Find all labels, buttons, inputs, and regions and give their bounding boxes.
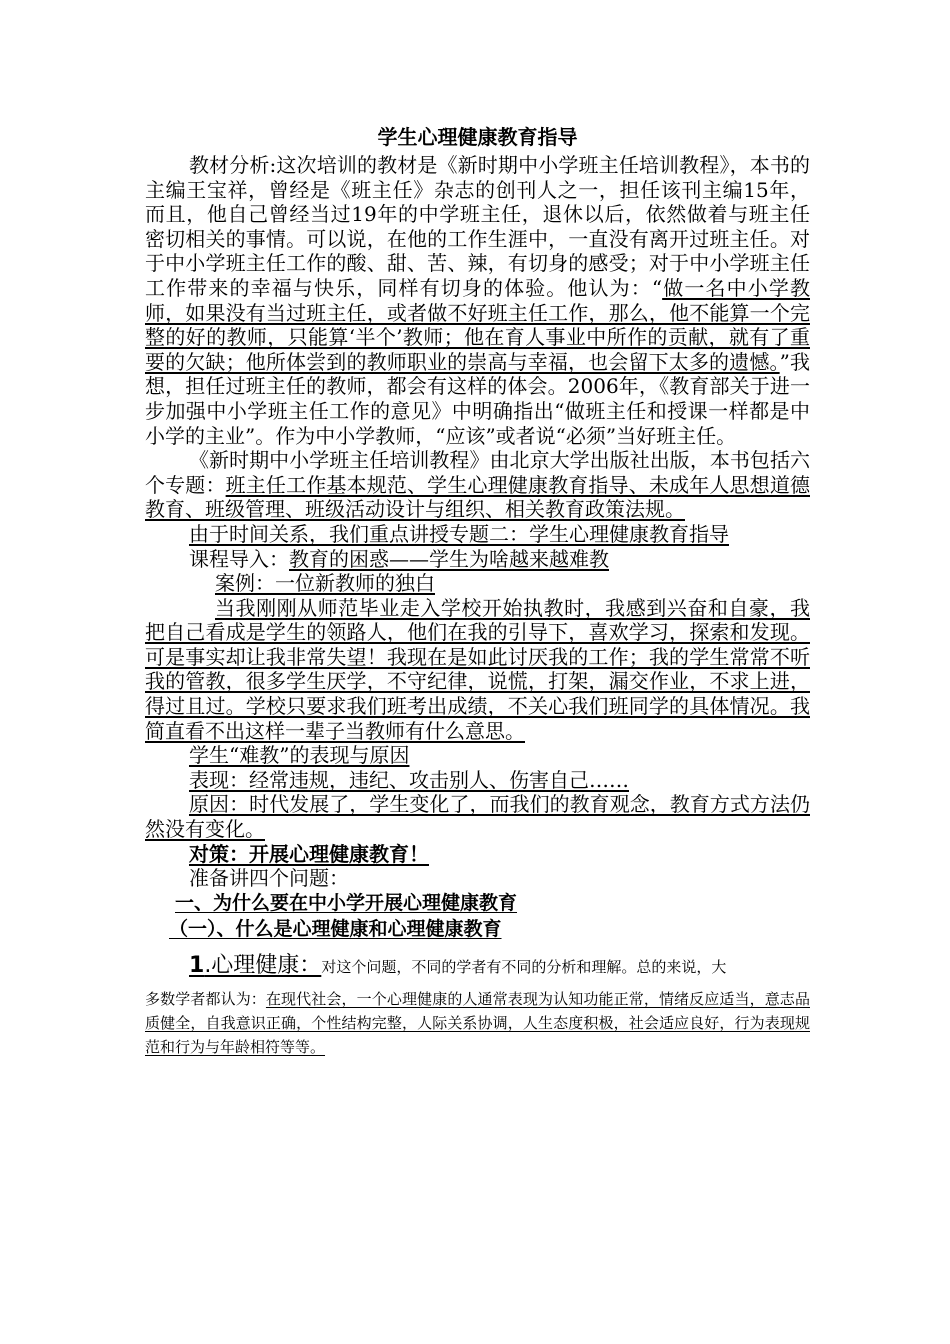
- paragraph-case: [145, 571, 810, 596]
- paragraph-text: 《新时期中小学班主任培训教程》由北京大学出版社出版，本书包括六个专题：: [145, 448, 810, 497]
- paragraph-focus: [145, 522, 810, 547]
- paragraph-material-analysis: [145, 153, 810, 448]
- label-text: 课程导入：: [189, 546, 289, 571]
- case-title: 案例：一位新教师的独白: [215, 571, 435, 596]
- point-number: 1: [189, 952, 205, 978]
- point-label-text: .心理健康：: [204, 952, 322, 978]
- point-mental-health: [145, 952, 810, 978]
- focus-text: 由于时间关系，我们重点讲授专题二：学生心理健康教育指导: [189, 521, 729, 546]
- paragraph-definition: [145, 987, 810, 1059]
- paragraph-monologue: [145, 596, 810, 744]
- paragraph-text: 教材分析:这次培训的教材是《新时期中小学班主任培训教程》，本书的主编王宝祥，曾经是《班主任》杂志的创刊人之一，担任该刊主编15年，而且，他自己曾经当过19年的中学班主任，退休以后，依然做着与班主任密切相关的事情。可以说，在他的工作生涯中，一直没有离开过班主任。对于中小学班主任工作的酸、甜、苦、辣，有切身的感受；对于中小学班主任工作带来的幸福与快乐，同样有切身的体验。他认为：“: [145, 153, 810, 300]
- paragraph-difficulty: [145, 743, 810, 768]
- definition-text: 在现代社会，一个心理健康的人通常表现为认知功能正常，情绪反应适当，意志品质健全，自我意识正确，个性结构完整，人际关系协调，人生态度积极，社会适应良好，行为表现规范和行为与年龄相符等等。: [145, 989, 810, 1056]
- section-heading-1: 一、为什么要在中小学开展心理健康教育: [175, 891, 518, 914]
- point-text: 对这个问题，不同的学者有不同的分析和理解。总的来说，大: [321, 957, 727, 976]
- difficulty-heading: 学生“难教”的表现与原因: [189, 743, 410, 768]
- paragraph-four-questions: [145, 866, 810, 891]
- countermeasure-text: 对策：开展心理健康教育！: [189, 841, 429, 866]
- underlined-quote: 做一名中小学教师，如果没有当过班主任，或者做不好班主任工作，那么，他不能算一个完整的好的教师，只能算‘半个’教师；他在育人事业中所作的贡献，就有了重要的欠缺；他所体尝到的教师职业的崇高与幸福，也会留下太多的遗憾。: [145, 275, 810, 374]
- point-label: [189, 953, 321, 978]
- underlined-topics: 班主任工作基本规范、学生心理健康教育指导、未成年人思想道德教育、班级管理、班级活动设计与组织、相关教育政策法规。: [145, 472, 810, 522]
- paragraph-book-intro: [145, 448, 810, 522]
- paragraph-countermeasure: [145, 842, 810, 867]
- definition-lead: 多数学者都认为：: [145, 989, 266, 1008]
- underlined-topic: 教育的困惑——学生为啥越来越难教: [289, 546, 609, 571]
- paragraph-text: ”我想，担任过班主任的教师，都会有这样的体会。2006年，《教育部关于进一步加强中小学班主任工作的意见》中明确指出“做班主任和授课一样都是中小学的主业”。作为中小学教师，“应该”或者说“必须”当好班主任。: [145, 349, 810, 448]
- section-heading-1-1: （一）、什么是心理健康和心理健康教育: [169, 917, 502, 940]
- monologue-text: 当我刚刚从师范毕业走入学校开始执教时，我感到兴奋和自豪，我把自己看成是学生的领路人，他们在我的引导下，喜欢学习，探索和发现。可是事实却让我非常失望！我现在是如此讨厌我的工作；我的学生常常不听我的管教，很多学生厌学，不守纪律，说慌，打架，漏交作业，不求上进，得过且过。学校只要求我们班考出成绩，不关心我们班同学的具体情况。我简直看不出这样一辈子当教师有什么意思。: [145, 595, 810, 743]
- paragraph-symptoms: [145, 768, 810, 793]
- paragraph-causes: [145, 792, 810, 841]
- paragraph-course-intro: [145, 547, 810, 572]
- document-body: [145, 123, 810, 1059]
- symptoms-text: 表现：经常违规，违纪、攻击别人、伤害自己……: [189, 767, 629, 792]
- page-title: 学生心理健康教育指导: [377, 125, 578, 149]
- four-questions-text: 准备讲四个问题：: [189, 866, 349, 891]
- causes-text: 原因：时代发展了，学生变化了，而我们的教育观念，教育方式方法仍然没有变化。: [145, 792, 810, 842]
